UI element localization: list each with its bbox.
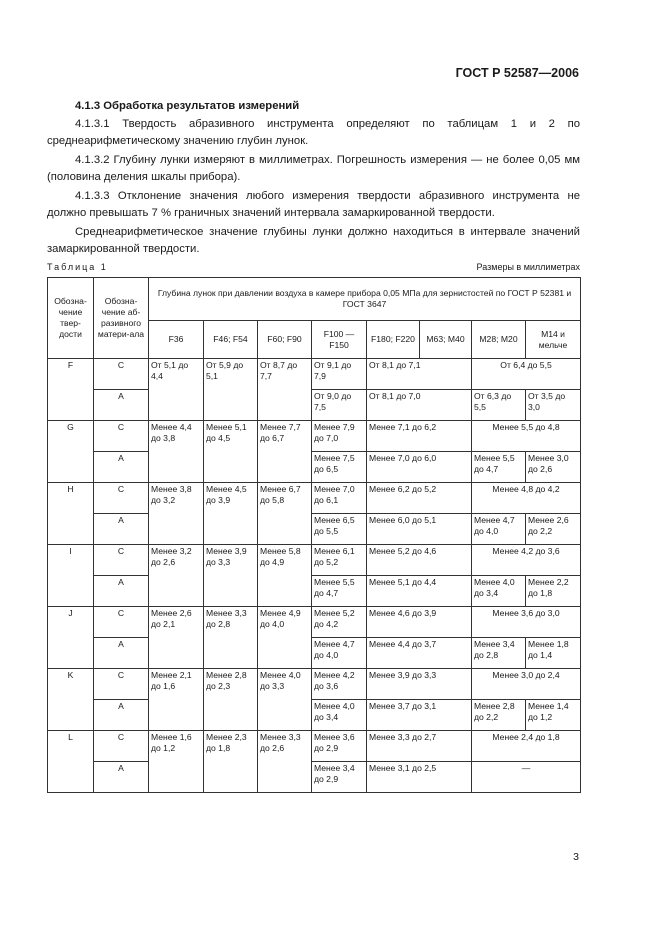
abrasive-cell: C <box>94 483 149 514</box>
table-row <box>48 514 581 545</box>
table-row <box>48 607 581 638</box>
header-grit-f100-f150: F100 — F150 <box>312 321 367 359</box>
value-cell: Менее 1,6 до 1,2 <box>149 731 204 793</box>
value-cell: Менее 4,2 до 3,6 <box>472 545 581 576</box>
value-cell: Менее 4,2 до 3,6 <box>312 669 367 700</box>
value-cell: Менее 5,2 до 4,2 <box>312 607 367 638</box>
value-cell: От 8,1 до 7,0 <box>367 390 472 421</box>
header-grit-m63-m40: M63; M40 <box>420 321 472 359</box>
value-cell: От 6,3 до 5,5 <box>472 390 526 421</box>
value-cell: Менее 3,3 до 2,7 <box>367 731 472 762</box>
value-cell: Менее 4,7 до 4,0 <box>312 638 367 669</box>
value-cell: Менее 3,2 до 2,6 <box>149 545 204 607</box>
table-row <box>48 545 581 576</box>
value-cell: Менее 6,0 до 5,1 <box>367 514 472 545</box>
value-cell: От 8,1 до 7,1 <box>367 359 472 390</box>
table-row <box>48 762 581 793</box>
value-cell: Менее 7,0 до 6,0 <box>367 452 472 483</box>
value-cell: Менее 2,8 до 2,3 <box>204 669 258 731</box>
value-cell: Менее 2,6 до 2,2 <box>526 514 581 545</box>
table-row <box>48 421 581 452</box>
table-row <box>48 483 581 514</box>
value-cell: Менее 3,9 до 3,3 <box>204 545 258 607</box>
abrasive-cell: A <box>94 700 149 731</box>
value-cell: Менее 3,1 до 2,5 <box>367 762 472 793</box>
value-cell: Менее 5,8 до 4,9 <box>258 545 312 607</box>
value-cell: Менее 1,4 до 1,2 <box>526 700 581 731</box>
header-depth-group: Глубина лунок при давлении воздуха в камере прибора 0,05 МПа для зернистостей по ГОСТ Р 52381 и ГОСТ 3647 <box>149 278 581 321</box>
value-cell: Менее 3,8 до 3,2 <box>149 483 204 545</box>
abrasive-cell: C <box>94 731 149 762</box>
value-cell: Менее 4,0 до 3,4 <box>312 700 367 731</box>
section-title: 4.1.3 Обработка результатов измерений <box>75 100 300 112</box>
value-cell: Менее 7,0 до 6,1 <box>312 483 367 514</box>
value-cell: Менее 3,0 до 2,6 <box>526 452 581 483</box>
header-grit-m14: M14 и мельче <box>526 321 581 359</box>
abrasive-cell: A <box>94 514 149 545</box>
table-caption: Таблица 1 <box>47 262 108 272</box>
value-cell: От 3,5 до 3,0 <box>526 390 581 421</box>
table-row <box>48 669 581 700</box>
hardness-cell: I <box>48 545 94 607</box>
value-cell: Менее 4,0 до 3,4 <box>472 576 526 607</box>
value-cell: Менее 2,8 до 2,2 <box>472 700 526 731</box>
value-cell: Менее 6,7 до 5,8 <box>258 483 312 545</box>
paragraph-4-1-3-2: 4.1.3.2 Глубину лунки измеряют в миллиметрах. Погрешность измерения — не более 0,05 мм (половина деления шкалы прибора). <box>47 154 580 183</box>
header-hardness-designation: Обозна-чение твер-дости <box>48 278 94 359</box>
value-cell: Менее 3,7 до 3,1 <box>367 700 472 731</box>
value-cell: Менее 3,9 до 3,3 <box>367 669 472 700</box>
value-cell: Менее 7,1 до 6,2 <box>367 421 472 452</box>
hardness-cell: G <box>48 421 94 483</box>
value-cell: От 9,0 до 7,5 <box>312 390 367 421</box>
value-cell: Менее 6,1 до 5,2 <box>312 545 367 576</box>
value-cell: Менее 5,1 до 4,4 <box>367 576 472 607</box>
value-cell: Менее 5,5 до 4,7 <box>312 576 367 607</box>
value-cell: Менее 4,6 до 3,9 <box>367 607 472 638</box>
table-caption-row <box>47 262 580 272</box>
value-cell: Менее 4,0 до 3,3 <box>258 669 312 731</box>
value-cell: Менее 2,6 до 2,1 <box>149 607 204 669</box>
table-row <box>48 700 581 731</box>
hardness-cell: J <box>48 607 94 669</box>
header-grit-m28-m20: M28; M20 <box>472 321 526 359</box>
value-cell: Менее 5,5 до 4,8 <box>472 421 581 452</box>
value-cell: Менее 3,6 до 3,0 <box>472 607 581 638</box>
value-cell: Менее 5,5 до 4,7 <box>472 452 526 483</box>
header-grit-f36: F36 <box>149 321 204 359</box>
value-cell: Менее 2,1 до 1,6 <box>149 669 204 731</box>
header-grit-f46-f54: F46; F54 <box>204 321 258 359</box>
value-cell: От 5,9 до 5,1 <box>204 359 258 421</box>
hardness-cell: H <box>48 483 94 545</box>
abrasive-cell: A <box>94 576 149 607</box>
abrasive-cell: C <box>94 607 149 638</box>
value-cell: Менее 3,3 до 2,8 <box>204 607 258 669</box>
abrasive-cell: C <box>94 359 149 390</box>
table-row <box>48 638 581 669</box>
value-cell: Менее 3,4 до 2,8 <box>472 638 526 669</box>
paragraph-mean-value: Среднеарифметическое значение глубины лунки должно находиться в интервале значений замаркированной твердости. <box>47 226 580 255</box>
table-row <box>48 452 581 483</box>
value-cell: Менее 3,4 до 2,9 <box>312 762 367 793</box>
section-4-1-3 <box>47 98 580 260</box>
value-cell: Менее 6,2 до 5,2 <box>367 483 472 514</box>
abrasive-cell: C <box>94 421 149 452</box>
paragraph-4-1-3-1: 4.1.3.1 Твердость абразивного инструмента определяют по таблицам 1 и 2 по среднеарифметическому значению глубин лунок. <box>47 118 580 147</box>
hardness-cell: K <box>48 669 94 731</box>
table-row <box>48 390 581 421</box>
hardness-cell: F <box>48 359 94 421</box>
value-cell: Менее 5,1 до 4,5 <box>204 421 258 483</box>
value-cell: Менее 6,5 до 5,5 <box>312 514 367 545</box>
header-grit-f60-f90: F60; F90 <box>258 321 312 359</box>
value-cell: Менее 1,8 до 1,4 <box>526 638 581 669</box>
paragraph-4-1-3-3: 4.1.3.3 Отклонение значения любого измерения твердости абразивного инструмента не должно превышать 7 % граничных значений интервала замаркированной твердости. <box>47 190 580 219</box>
value-cell: От 5,1 до 4,4 <box>149 359 204 421</box>
value-cell: Менее 7,9 до 7,0 <box>312 421 367 452</box>
abrasive-cell: A <box>94 638 149 669</box>
header-grit-f180-f220: F180; F220 <box>367 321 420 359</box>
abrasive-cell: C <box>94 669 149 700</box>
document-code: ГОСТ Р 52587—2006 <box>455 66 579 80</box>
value-cell: — <box>472 762 581 793</box>
value-cell: Менее 2,2 до 1,8 <box>526 576 581 607</box>
table-units: Размеры в миллиметрах <box>476 262 580 272</box>
value-cell: Менее 3,3 до 2,6 <box>258 731 312 793</box>
table-row <box>48 731 581 762</box>
value-cell: От 6,4 до 5,5 <box>472 359 581 390</box>
abrasive-cell: A <box>94 762 149 793</box>
abrasive-cell: A <box>94 390 149 421</box>
hardness-cell: L <box>48 731 94 793</box>
header-abrasive-designation: Обозна-чение аб-разивного матери-ала <box>94 278 149 359</box>
table-row <box>48 359 581 390</box>
value-cell: Менее 4,4 до 3,8 <box>149 421 204 483</box>
abrasive-cell: C <box>94 545 149 576</box>
table-row <box>48 576 581 607</box>
value-cell: Менее 5,2 до 4,6 <box>367 545 472 576</box>
value-cell: От 9,1 до 7,9 <box>312 359 367 390</box>
page-number: 3 <box>573 851 579 863</box>
hardness-table <box>47 277 581 793</box>
value-cell: Менее 4,5 до 3,9 <box>204 483 258 545</box>
value-cell: Менее 4,8 до 4,2 <box>472 483 581 514</box>
value-cell: Менее 4,4 до 3,7 <box>367 638 472 669</box>
value-cell: Менее 4,7 до 4,0 <box>472 514 526 545</box>
value-cell: Менее 7,7 до 6,7 <box>258 421 312 483</box>
value-cell: Менее 3,0 до 2,4 <box>472 669 581 700</box>
abrasive-cell: A <box>94 452 149 483</box>
value-cell: Менее 7,5 до 6,5 <box>312 452 367 483</box>
value-cell: Менее 2,3 до 1,8 <box>204 731 258 793</box>
value-cell: Менее 2,4 до 1,8 <box>472 731 581 762</box>
value-cell: Менее 4,9 до 4,0 <box>258 607 312 669</box>
value-cell: От 8,7 до 7,7 <box>258 359 312 421</box>
value-cell: Менее 3,6 до 2,9 <box>312 731 367 762</box>
